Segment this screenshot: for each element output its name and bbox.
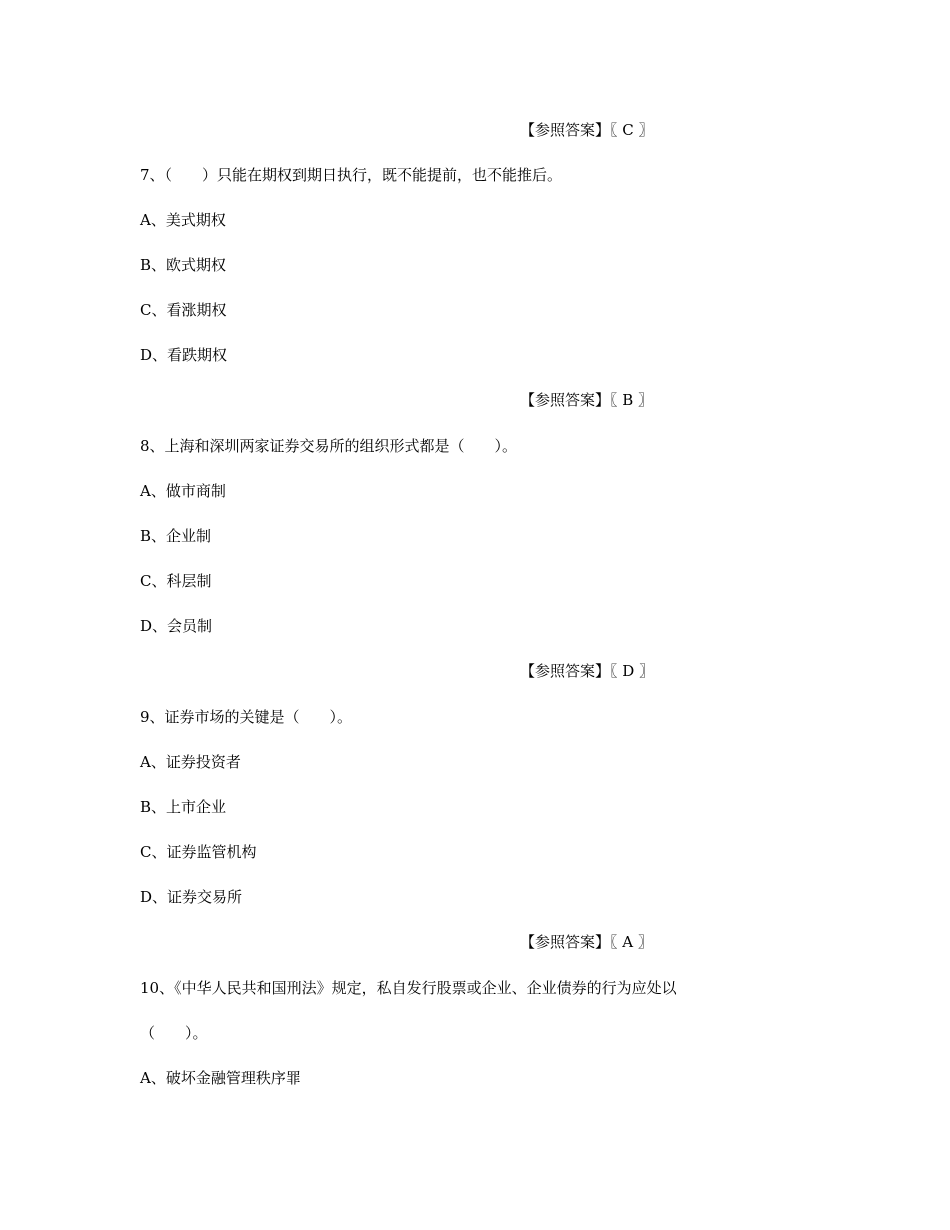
question-7-option-c: C、看涨期权: [140, 301, 227, 319]
question-8-option-c: C、科层制: [140, 572, 212, 590]
question-10-stem-line-1: 10、《中华人民共和国刑法》规定，私自发行股票或企业、企业债券的行为应处以: [140, 979, 677, 997]
question-9-option-d: D、证券交易所: [140, 888, 243, 906]
question-9-option-c: C、证券监管机构: [140, 843, 257, 861]
question-9-option-a: A、证券投资者: [140, 753, 241, 771]
question-8-option-b: B、企业制: [140, 527, 212, 545]
question-7-stem: 7、（ ）只能在期权到期日执行，既不能提前，也不能推后。: [140, 166, 563, 184]
question-8-option-a: A、做市商制: [140, 482, 226, 500]
answer-key-q6: 【参照答案】〖 C 〗: [520, 121, 654, 139]
answer-key-q9: 【参照答案】〖 A 〗: [520, 933, 653, 951]
question-7-option-b: B、欧式期权: [140, 256, 227, 274]
answer-key-q8: 【参照答案】〖 D 〗: [520, 662, 655, 680]
question-7-option-a: A、美式期权: [140, 211, 226, 229]
question-9-stem: 9、证券市场的关键是（ ）。: [140, 708, 353, 726]
question-8-option-d: D、会员制: [140, 617, 213, 635]
question-10-stem-line-2: （ ）。: [140, 1024, 208, 1042]
question-8-stem: 8、上海和深圳两家证券交易所的组织形式都是（ ）。: [140, 437, 518, 455]
answer-key-q7: 【参照答案】〖 B 〗: [520, 391, 654, 409]
question-10-option-a: A、破坏金融管理秩序罪: [140, 1069, 301, 1087]
question-9-option-b: B、上市企业: [140, 798, 227, 816]
question-7-option-d: D、看跌期权: [140, 346, 228, 364]
